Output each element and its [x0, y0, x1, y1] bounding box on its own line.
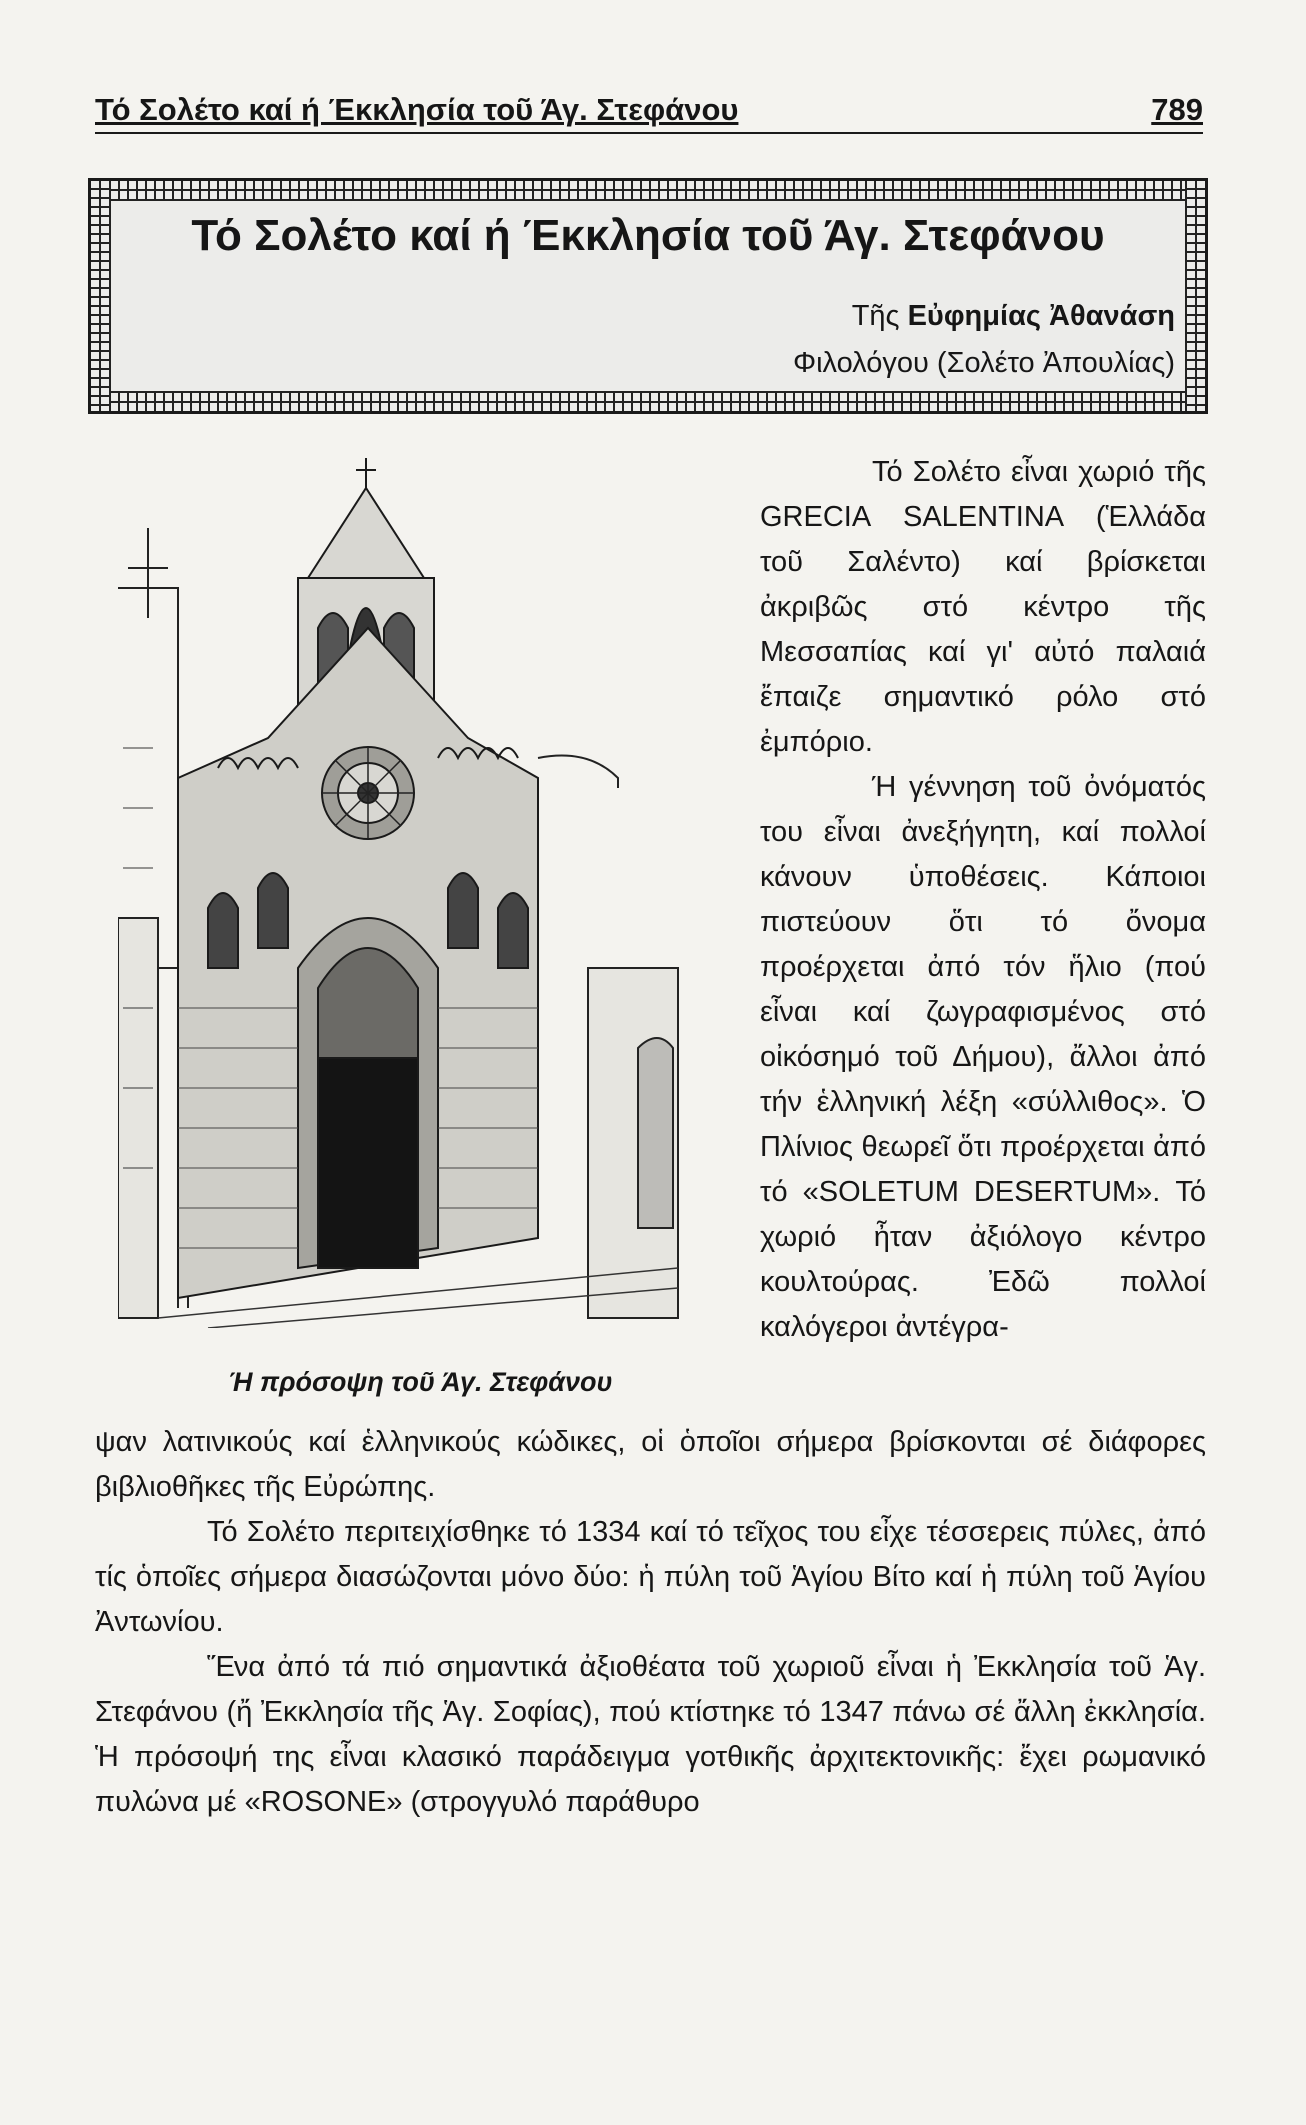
paragraph-3: Τό Σολέτο περιτειχίσθηκε τό 1334 καί τό τεῖχος του εἶχε τέσσερεις πύλες, ἀπό τίς ὁποῖες σήμερα διασώζονται μόνο δύο: ἡ πύλη τοῦ Ἁγίου Βίτο καί ἡ πύλη τοῦ Ἁγίου Ἀντωνίου. [95, 1516, 1206, 1638]
article-title: Τό Σολέτο καί ή Έκκλησία τοῦ Άγ. Στεφάνου [191, 211, 1105, 260]
page-number: 789 [1151, 92, 1203, 127]
byline [793, 293, 1175, 387]
author-prefix: Τῆς [851, 300, 900, 332]
meander-border-top [91, 181, 1205, 201]
paragraph-4: Ἕνα ἀπό τά πιό σημαντικά ἀξιοθέατα τοῦ χωριοῦ εἶναι ἡ Ἐκκλησία τοῦ Ἁγ. Στεφάνου (ἤ Ἐκκλησία τῆς Ἁγ. Σοφίας), πού κτίστηκε τό 1347 πάνω σέ ἄλλη ἐκκλησία. Ἡ πρόσοψή της εἶναι κλασικό παράδειγμα γοτθικῆς ἀρχιτεκτονικῆς: ἔχει ρωμανικό πυλώνα μέ «ROSONE» (στρογγυλό παράθυρο [95, 1651, 1206, 1818]
paragraph-2-continuation: ψαν λατινικούς καί ἑλληνικούς κώδικες, οἱ ὁποῖοι σήμερα βρίσκονται σέ διάφορες βιβλιοθῆκες τῆς Εὐρώπης. [95, 1426, 1206, 1503]
running-title: Τό Σολέτο καί ή Έκκλησία τοῦ Άγ. Στεφάνου [95, 92, 739, 127]
author-affiliation: Φιλολόγου (Σολέτο Ἀπουλίας) [792, 347, 1175, 379]
title-box [88, 178, 1208, 414]
paragraph-1: Τό Σολέτο εἶναι χωριό τῆς GRECIA SALENTINA (Ἑλλάδα τοῦ Σαλέντο) καί βρίσκεται ἀκριβῶς στό κέντρο τῆς Μεσσαπίας καί γι' αὐτό παλαιά ἔπαιζε σημαντικό ρόλο στό ἐμπόριο. [760, 456, 1206, 758]
author-name: Εὐφημίας Ἀθανάση [907, 300, 1175, 332]
author-line [793, 293, 1175, 340]
meander-border-bottom [91, 391, 1205, 411]
paragraph-2: Ή γέννηση τοῦ ὀνόματός του εἶναι ἀνεξήγητη, καί πολλοί κάνουν ὑποθέσεις. Κάποιοι πιστεύουν ὅτι τό ὄνομα προέρχεται ἀπό τόν ἥλιο (πού εἶναι καί ζωγραφισμένος στό οἰκόσημό τοῦ Δήμου), ἄλλοι ἀπό τήν ἑλληνική λέξη «σύλλιθος». Ὁ Πλίνιος θεωρεῖ ὅτι προέρχεται ἀπό τό «SOLETUM DESERTUM». Τό χωριό ἦταν ἀξιόλογο κέντρο κουλτούρας. Ἐδῶ πολλοί καλόγεροι ἀντέγρα- [760, 771, 1206, 1343]
figure-caption: Ή πρόσοψη τοῦ Άγ. Στεφάνου [228, 1367, 613, 1397]
full-width-text [95, 1420, 1206, 1825]
church-facade-illustration [118, 448, 730, 1328]
right-column-text [760, 450, 1206, 1350]
running-header [95, 92, 1203, 134]
